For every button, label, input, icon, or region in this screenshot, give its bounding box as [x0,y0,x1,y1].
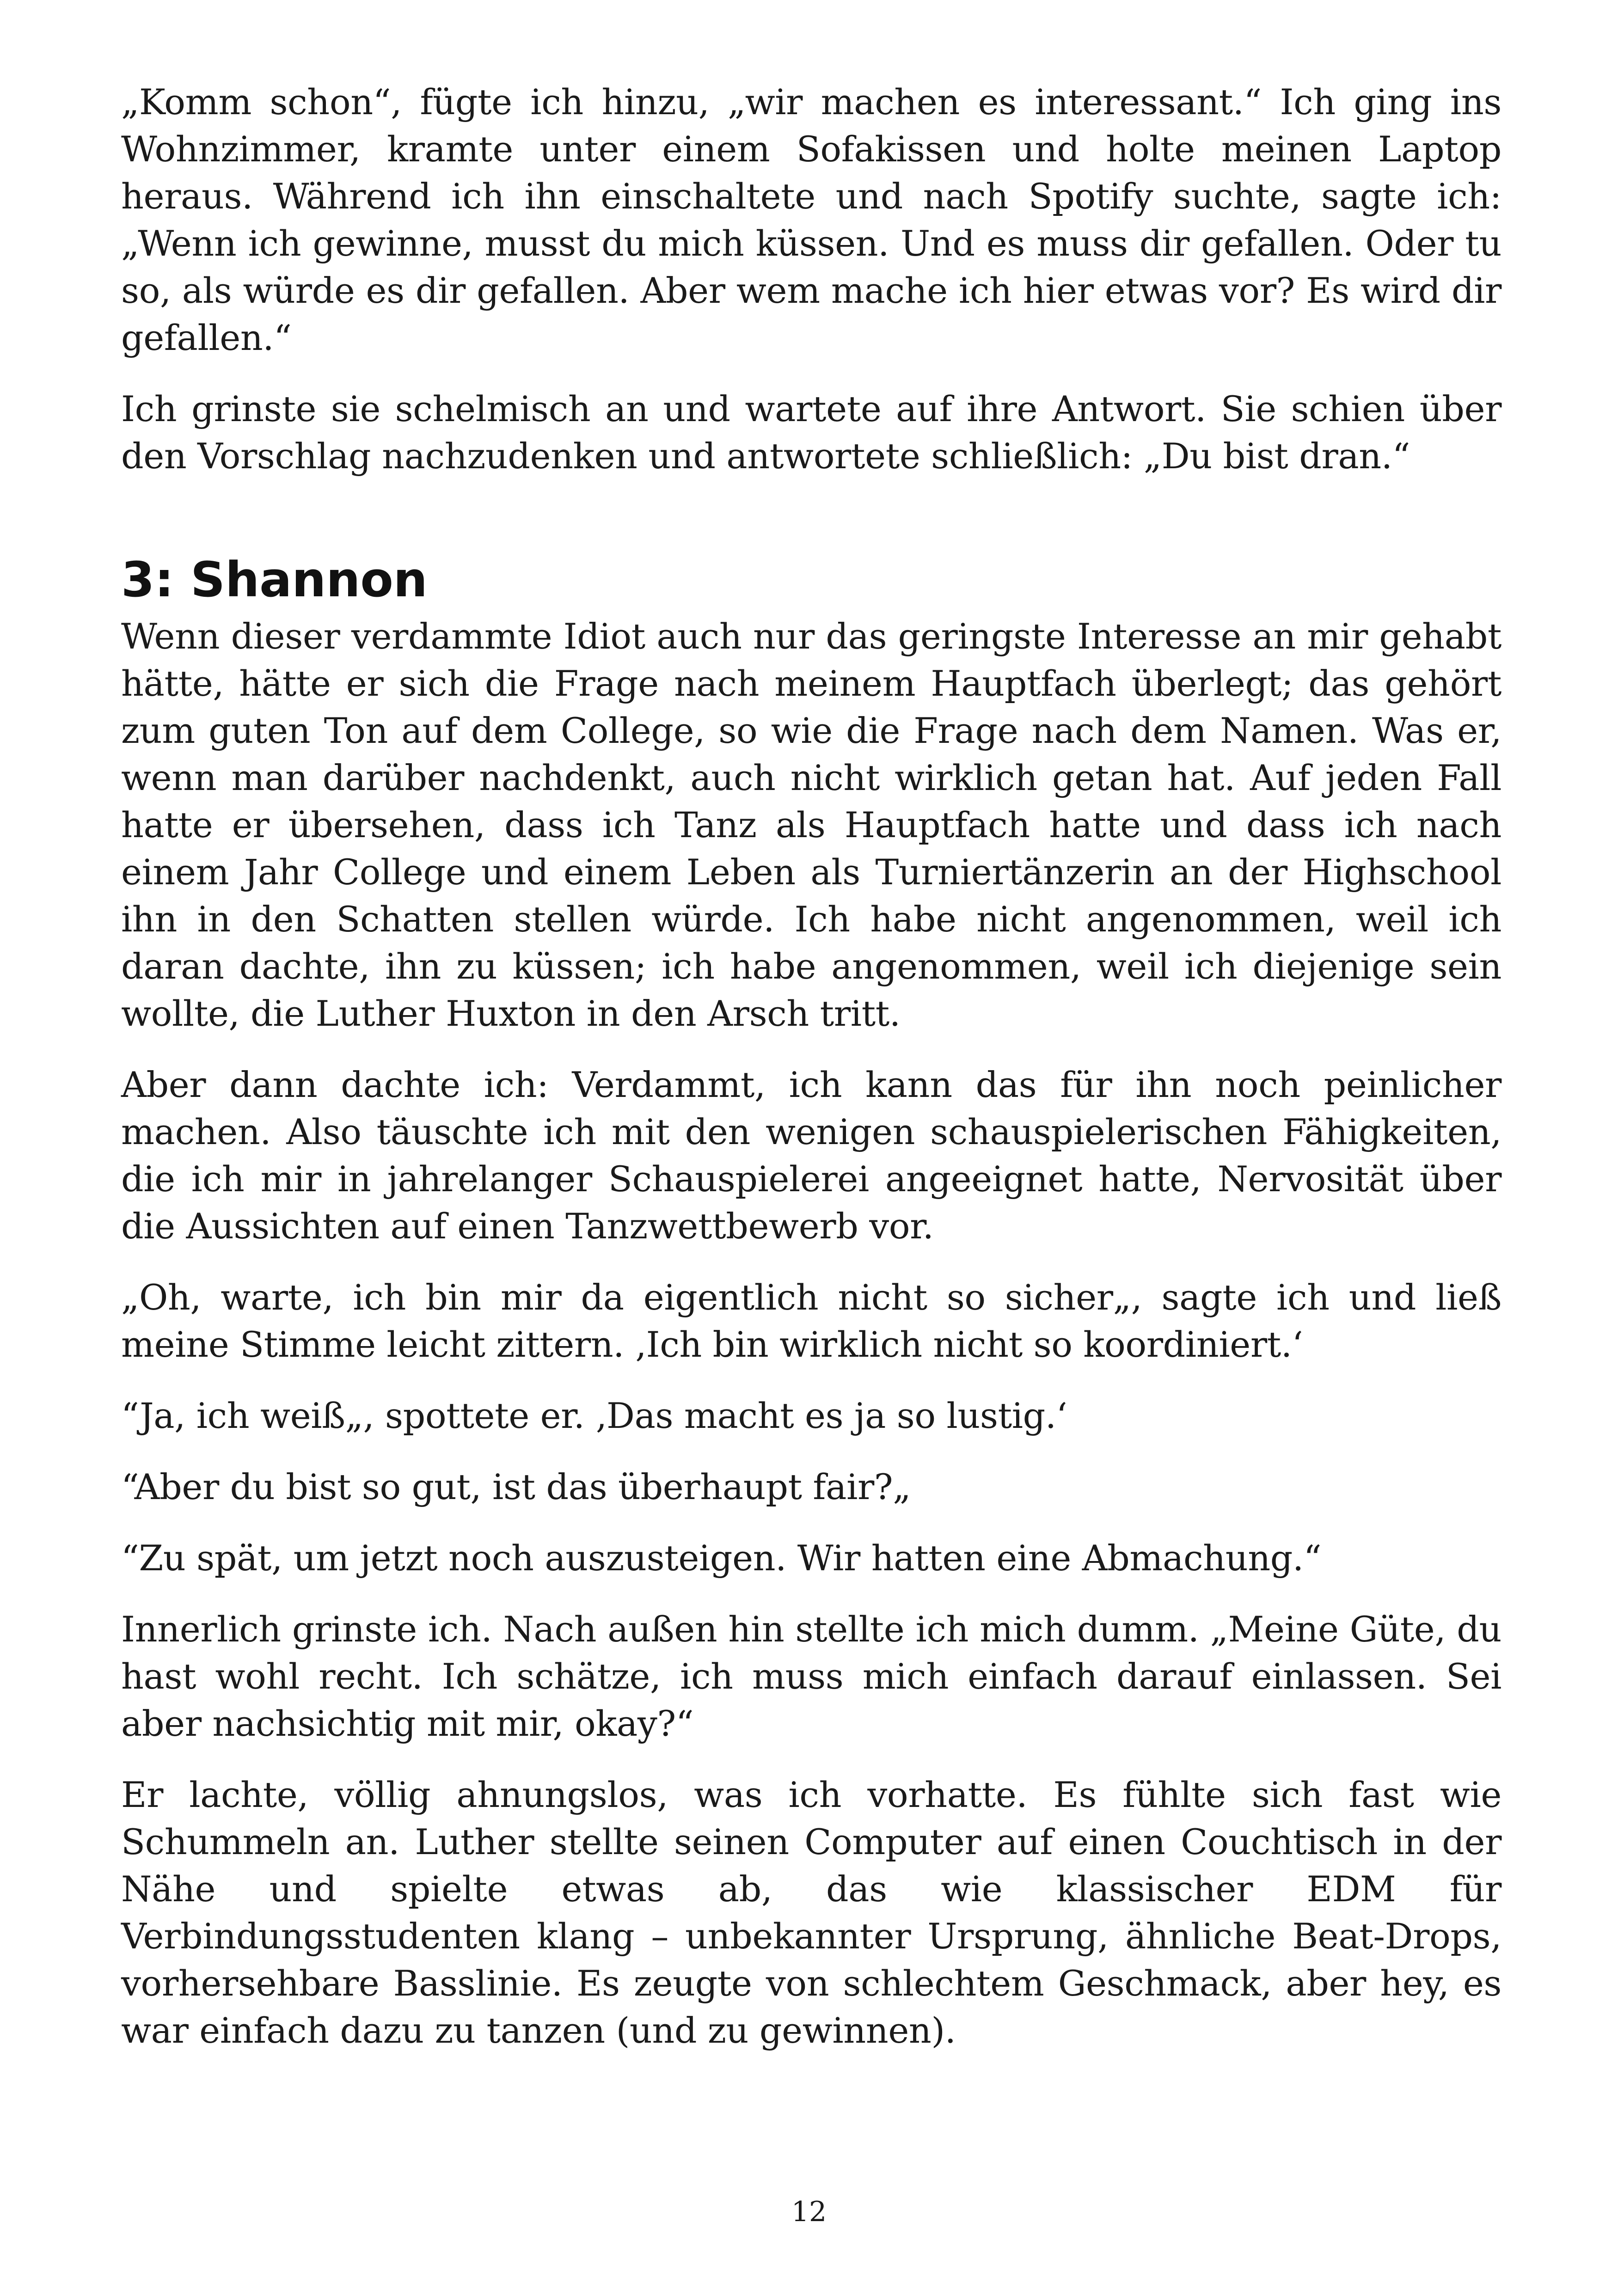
body-paragraph: Aber dann dachte ich: Verdammt, ich kann das für ihn noch peinlicher machen. Also täuschte ich mit den wenigen schauspielerischen Fähigkeiten, die ich mir in jahrelanger Schauspielerei angeeignet hatte, Nervosität über die Aussichten auf einen Tanzwettbewerb vor. [121,1064,1502,1247]
body-paragraph: Er lachte, völlig ahnungslos, was ich vorhatte. Es fühlte sich fast wie Schummeln an. Luther stellte seinen Computer auf einen Couchtisch in der Nähe und spielte etwas ab, das wie klassischer EDM für Verbindungsstudenten klang – unbekannter Ursprung, ähnliche Beat-Drops, vorhersehbare Basslinie. Es zeugte von schlechtem Geschmack, aber hey, es war einfach dazu zu tanzen (und zu gewinnen). [121,1774,1502,2051]
dialogue-paragraph: “Zu spät, um jetzt noch auszusteigen. Wir hatten eine Abmachung.“ [121,1537,1322,1579]
body-paragraph: Ich grinste sie schelmisch an und wartete auf ihre Antwort. Sie schien über den Vorschlag nachzudenken und antwortete schließlich: „Du bist dran.“ [121,388,1502,477]
page-body [121,79,1502,2054]
page-number: 12 [791,2196,827,2228]
chapter-heading: 3: Shannon [121,551,428,608]
dialogue-paragraph: „Oh, warte, ich bin mir da eigentlich nicht so sicher„, sagte ich und ließ meine Stimme leicht zittern. ‚Ich bin wirklich nicht so koordiniert.‘ [121,1277,1502,1365]
section-gap [121,480,1502,549]
dialogue-paragraph: “Ja, ich weiß„, spottete er. ‚Das macht es ja so lustig.‘ [121,1395,1067,1436]
body-paragraph: Innerlich grinste ich. Nach außen hin stellte ich mich dumm. „Meine Güte, du hast wohl recht. Ich schätze, ich muss mich einfach darauf einlassen. Sei aber nachsichtig mit mir, okay?“ [121,1609,1502,1744]
body-paragraph: Wenn dieser verdammte Idiot auch nur das geringste Interesse an mir gehabt hätte, hätte er sich die Frage nach meinem Hauptfach überlegt; das gehört zum guten Ton auf dem College, so wie die Frage nach dem Namen. Was er, wenn man darüber nachdenkt, auch nicht wirklich getan hat. Auf jeden Fall hatte er übersehen, dass ich Tanz als Hauptfach hatte und dass ich nach einem Jahr College und einem Leben als Turniertänzerin an der Highschool ihn in den Schatten stellen würde. Ich habe nicht angenommen, weil ich daran dachte, ihn zu küssen; ich habe angenommen, weil ich diejenige sein wollte, die Luther Huxton in den Arsch tritt. [121,616,1502,1034]
body-paragraph: „Komm schon“, fügte ich hinzu, „wir machen es interessant.“ Ich ging ins Wohnzimmer, kramte unter einem Sofakissen und holte meinen Laptop heraus. Während ich ihn einschaltete und nach Spotify suchte, sagte ich: „Wenn ich gewinne, musst du mich küssen. Und es muss dir gefallen. Oder tu so, als würde es dir gefallen. Aber wem mache ich hier etwas vor? Es wird dir gefallen.“ [121,81,1502,358]
dialogue-paragraph: “Aber du bist so gut, ist das überhaupt fair?„ [121,1466,911,1507]
